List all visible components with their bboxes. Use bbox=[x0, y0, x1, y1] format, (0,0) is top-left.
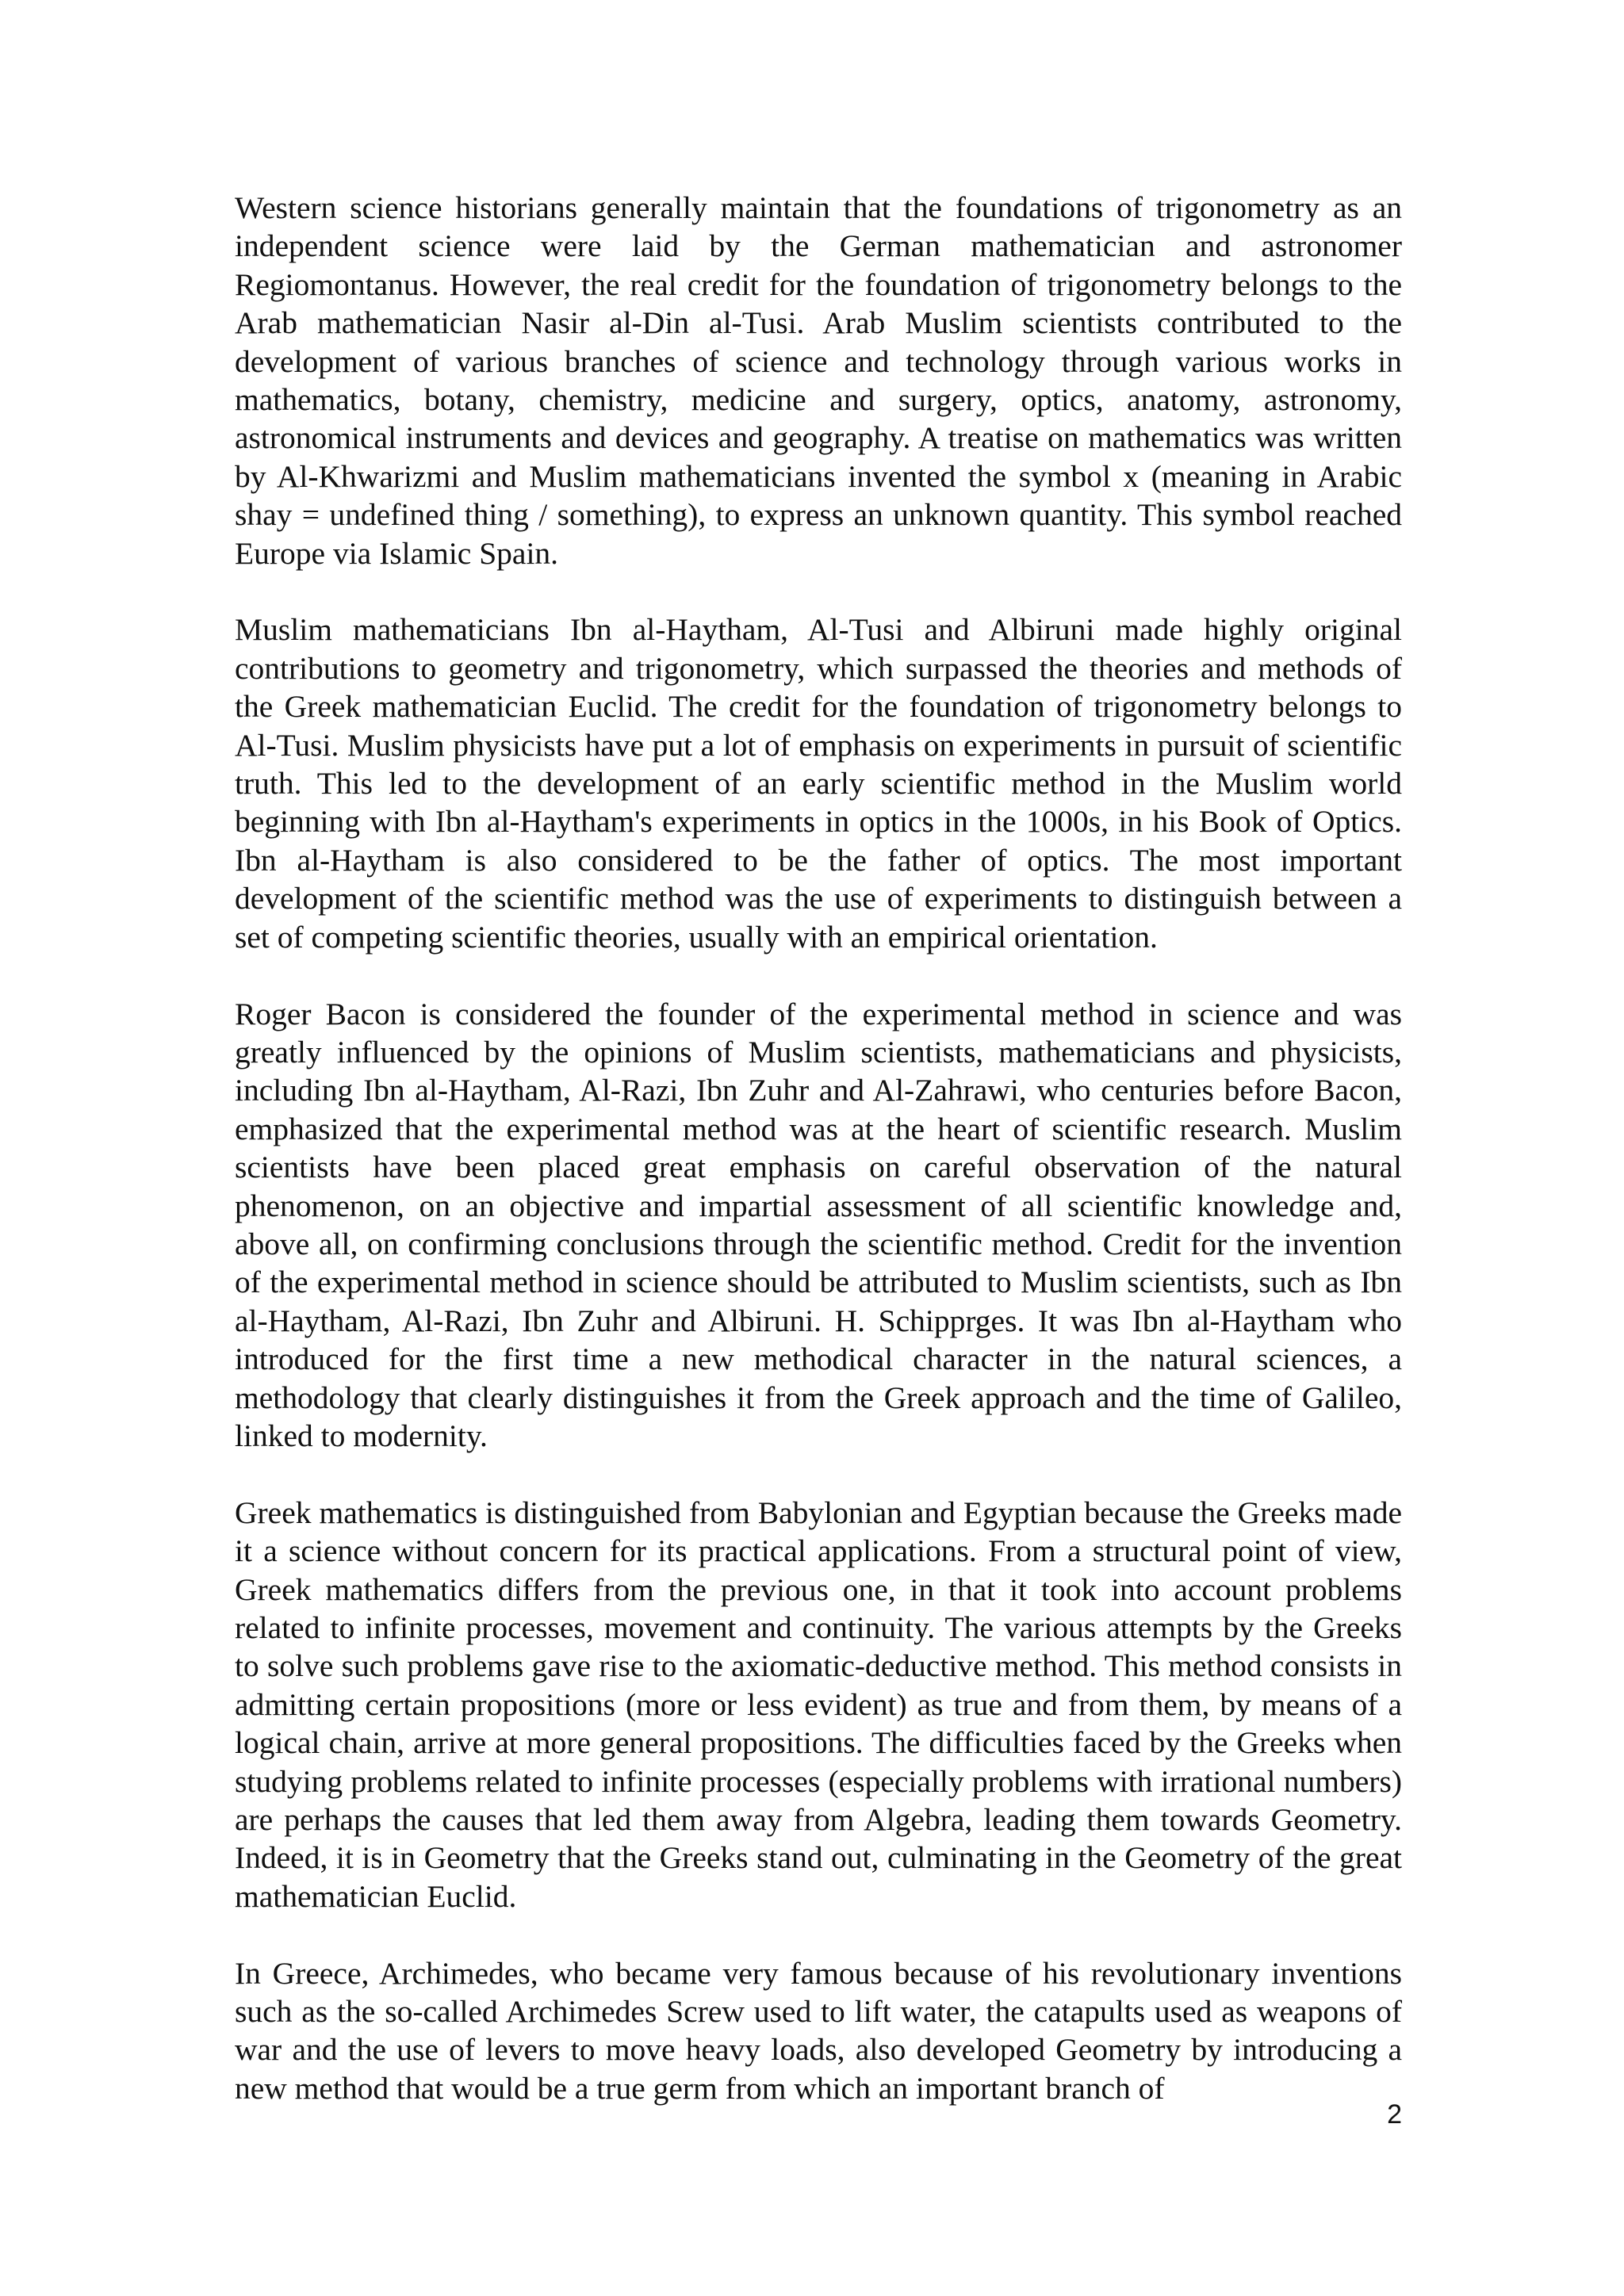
paragraph-experimental-method: Roger Bacon is considered the founder of the experimental method in science and was greatly influenced by the opinions of Muslim scientists, mathematicians and physicists, including Ibn al-Haytham, Al-Razi, Ibn Zuhr and Al-Zahrawi, who centuries before Bacon, emphasized that the experimental method was at the heart of scientific research. Muslim scientists have been placed great emphasis on careful observation of the natural phenomenon, on an objective and impartial assessment of all scientific knowledge and, above all, on confirming conclusions through the scientific method. Credit for the invention of the experimental method in science should be attributed to Muslim scientists, such as Ibn al-Haytham, Al-Razi, Ibn Zuhr and Albiruni. H. Schipprges. It was Ibn al-Haytham who introduced for the first time a new methodical character in the natural sciences, a methodology that clearly distinguishes it from the Greek approach and the time of Galileo, linked to modernity. bbox=[235, 996, 1402, 1453]
page-number: 2 bbox=[1387, 2099, 1402, 2130]
body-text bbox=[235, 189, 1402, 2146]
paragraph-archimedes: In Greece, Archimedes, who became very famous because of his revolutionary inventions such as the so-called Archimedes Screw used to lift water, the catapults used as weapons of war and the use of levers to move heavy loads, also developed Geometry by introducing a new method that would be a true germ from which an important branch of bbox=[235, 1955, 1402, 2106]
paragraph-muslim-mathematicians: Muslim mathematicians Ibn al-Haytham, Al-Tusi and Albiruni made highly original contributions to geometry and trigonometry, which surpassed the theories and methods of the Greek mathematician Euclid. The credit for the foundation of trigonometry belongs to Al-Tusi. Muslim physicists have put a lot of emphasis on experiments in pursuit of scientific truth. This led to the development of an early scientific method in the Muslim world beginning with Ibn al-Haytham's experiments in optics in the 1000s, in his Book of Optics. Ibn al-Haytham is also considered to be the father of optics. The most important development of the scientific method was the use of experiments to distinguish between a set of competing scientific theories, usually with an empirical orientation. bbox=[235, 612, 1402, 955]
paragraph-trigonometry-origins: Western science historians generally maintain that the foundations of trigonometry as an independent science were laid by the German mathematician and astronomer Regiomontanus. However, the real credit for the foundation of trigonometry belongs to the Arab mathematician Nasir al-Din al-Tusi. Arab Muslim scientists contributed to the development of various branches of science and technology through various works in mathematics, botany, chemistry, medicine and surgery, optics, anatomy, astronomy, astronomical instruments and devices and geography. A treatise on mathematics was written by Al-Khwarizmi and Muslim mathematicians invented the symbol x (meaning in Arabic shay = undefined thing / something), to express an unknown quantity. This symbol reached Europe via Islamic Spain. bbox=[235, 190, 1402, 571]
paragraph-greek-mathematics: Greek mathematics is distinguished from Babylonian and Egyptian because the Greeks made it a science without concern for its practical applications. From a structural point of view, Greek mathematics differs from the previous one, in that it took into account problems related to infinite processes, movement and continuity. The various attempts by the Greeks to solve such problems gave rise to the axiomatic-deductive method. This method consists in admitting certain propositions (more or less evident) as true and from them, by means of a logical chain, arrive at more general propositions. The difficulties faced by the Greeks when studying problems related to infinite processes (especially problems with irrational numbers) are perhaps the causes that led them away from Algebra, leading them towards Geometry. Indeed, it is in Geometry that the Greeks stand out, culminating in the Geometry of the great mathematician Euclid. bbox=[235, 1494, 1402, 1914]
